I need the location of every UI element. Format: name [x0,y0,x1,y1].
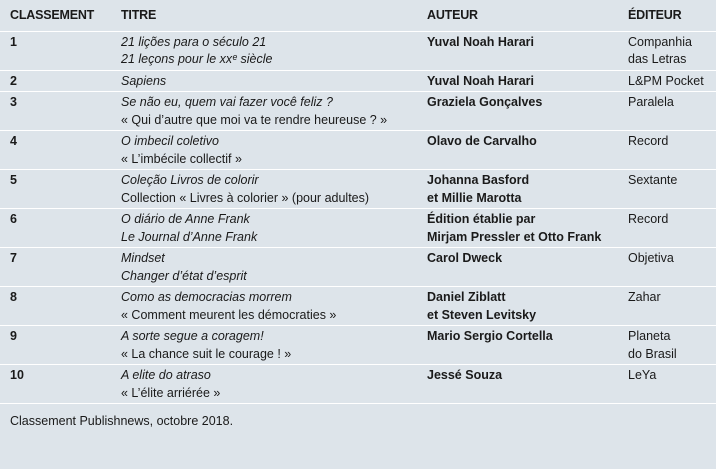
publisher-line: Sextante [628,173,678,187]
author-line: Yuval Noah Harari [427,73,534,88]
french-title: Collection « Livres à colorier » (pour adultes) [121,190,370,205]
author-cell [417,170,618,209]
header-author: AUTEUR [417,0,618,31]
title-cell [111,31,417,70]
french-title: « L’élite arriérée » [121,385,221,400]
author-line: Mario Sergio Cortella [427,329,553,343]
table-row [0,70,716,92]
author-line: Yuval Noah Harari [427,34,534,49]
rank-cell: 8 [0,287,111,326]
author-cell [417,287,618,326]
french-title: Le Journal d’Anne Frank [121,229,258,244]
rank-cell: 9 [0,326,111,365]
original-title: A elite do atraso [121,368,211,382]
header-title: TITRE [111,0,417,31]
publisher-cell [618,70,716,92]
title-cell [111,248,417,287]
rank-cell: 4 [0,131,111,170]
table-row [0,287,716,326]
title-cell [111,70,417,92]
french-title: Changer d’état d’esprit [121,268,247,283]
table-footer-row [0,404,716,439]
publisher-cell [618,209,716,248]
publisher-cell [618,365,716,404]
publisher-cell [618,287,716,326]
publisher-line: Record [628,134,669,148]
publisher-cell [618,170,716,209]
header-publisher: ÉDITEUR [618,0,716,31]
author-cell [417,70,618,92]
publisher-cell [618,92,716,131]
author-line: Graziela Gonçalves [427,95,543,109]
original-title: Mindset [121,251,165,265]
publisher-line: Paralela [628,95,674,109]
publisher-line: das Letras [628,52,687,66]
original-title: Como as democracias morrem [121,290,292,304]
table-row [0,170,716,209]
rank-cell: 6 [0,209,111,248]
source-note: Classement Publishnews, octobre 2018. [0,404,716,439]
table-row [0,248,716,287]
author-line: Carol Dweck [427,251,503,265]
publisher-line: do Brasil [628,346,677,361]
title-cell [111,365,417,404]
table-row [0,92,716,131]
french-title: 21 leçons pour le xxᵉ siècle [121,52,273,66]
author-cell [417,326,618,365]
publisher-cell [618,31,716,70]
publisher-line: L&PM Pocket [628,73,704,88]
table-body [0,31,716,404]
table-row [0,326,716,365]
author-line: Édition établie par [427,212,536,226]
publisher-line: LeYa [628,368,657,382]
original-title: O diário de Anne Frank [121,212,250,226]
title-cell [111,287,417,326]
author-line: Olavo de Carvalho [427,134,537,148]
rank-cell: 2 [0,70,111,92]
french-title: « La chance suit le courage ! » [121,346,292,361]
title-cell [111,131,417,170]
title-cell [111,170,417,209]
table-row [0,365,716,404]
author-cell [417,365,618,404]
table-header-row [0,0,716,31]
publisher-cell [618,131,716,170]
publisher-line: Zahar [628,290,661,304]
original-title: A sorte segue a coragem! [121,329,264,343]
publisher-cell [618,248,716,287]
rank-cell: 10 [0,365,111,404]
table-row [0,209,716,248]
publisher-cell [618,326,716,365]
original-title: Sapiens [121,73,167,88]
author-line: et Steven Levitsky [427,307,537,322]
author-cell [417,31,618,70]
author-line: et Millie Marotta [427,190,522,205]
author-line: Johanna Basford [427,173,530,187]
original-title: Coleção Livros de colorir [121,173,259,187]
rank-cell: 1 [0,31,111,70]
french-title: « L’imbécile collectif » [121,151,242,166]
author-cell [417,131,618,170]
rank-cell: 3 [0,92,111,131]
author-cell [417,92,618,131]
author-line: Daniel Ziblatt [427,290,506,304]
author-line: Jessé Souza [427,368,503,382]
publisher-line: Companhia [628,34,692,49]
table-row [0,31,716,70]
table-row [0,131,716,170]
publisher-line: Record [628,212,669,226]
french-title: « Qui d’autre que moi va te rendre heureuse ? » [121,112,388,127]
author-cell [417,248,618,287]
title-cell [111,209,417,248]
original-title: O imbecil coletivo [121,134,219,148]
original-title: 21 lições para o século 21 [121,34,267,49]
original-title: Se não eu, quem vai fazer você feliz ? [121,95,333,109]
publisher-line: Planeta [628,329,671,343]
rank-cell: 7 [0,248,111,287]
title-cell [111,92,417,131]
title-cell [111,326,417,365]
publisher-line: Objetiva [628,251,674,265]
author-line: Mirjam Pressler et Otto Frank [427,229,602,244]
header-rank: CLASSEMENT [0,0,111,31]
rank-cell: 5 [0,170,111,209]
author-cell [417,209,618,248]
french-title: « Comment meurent les démocraties » [121,307,337,322]
